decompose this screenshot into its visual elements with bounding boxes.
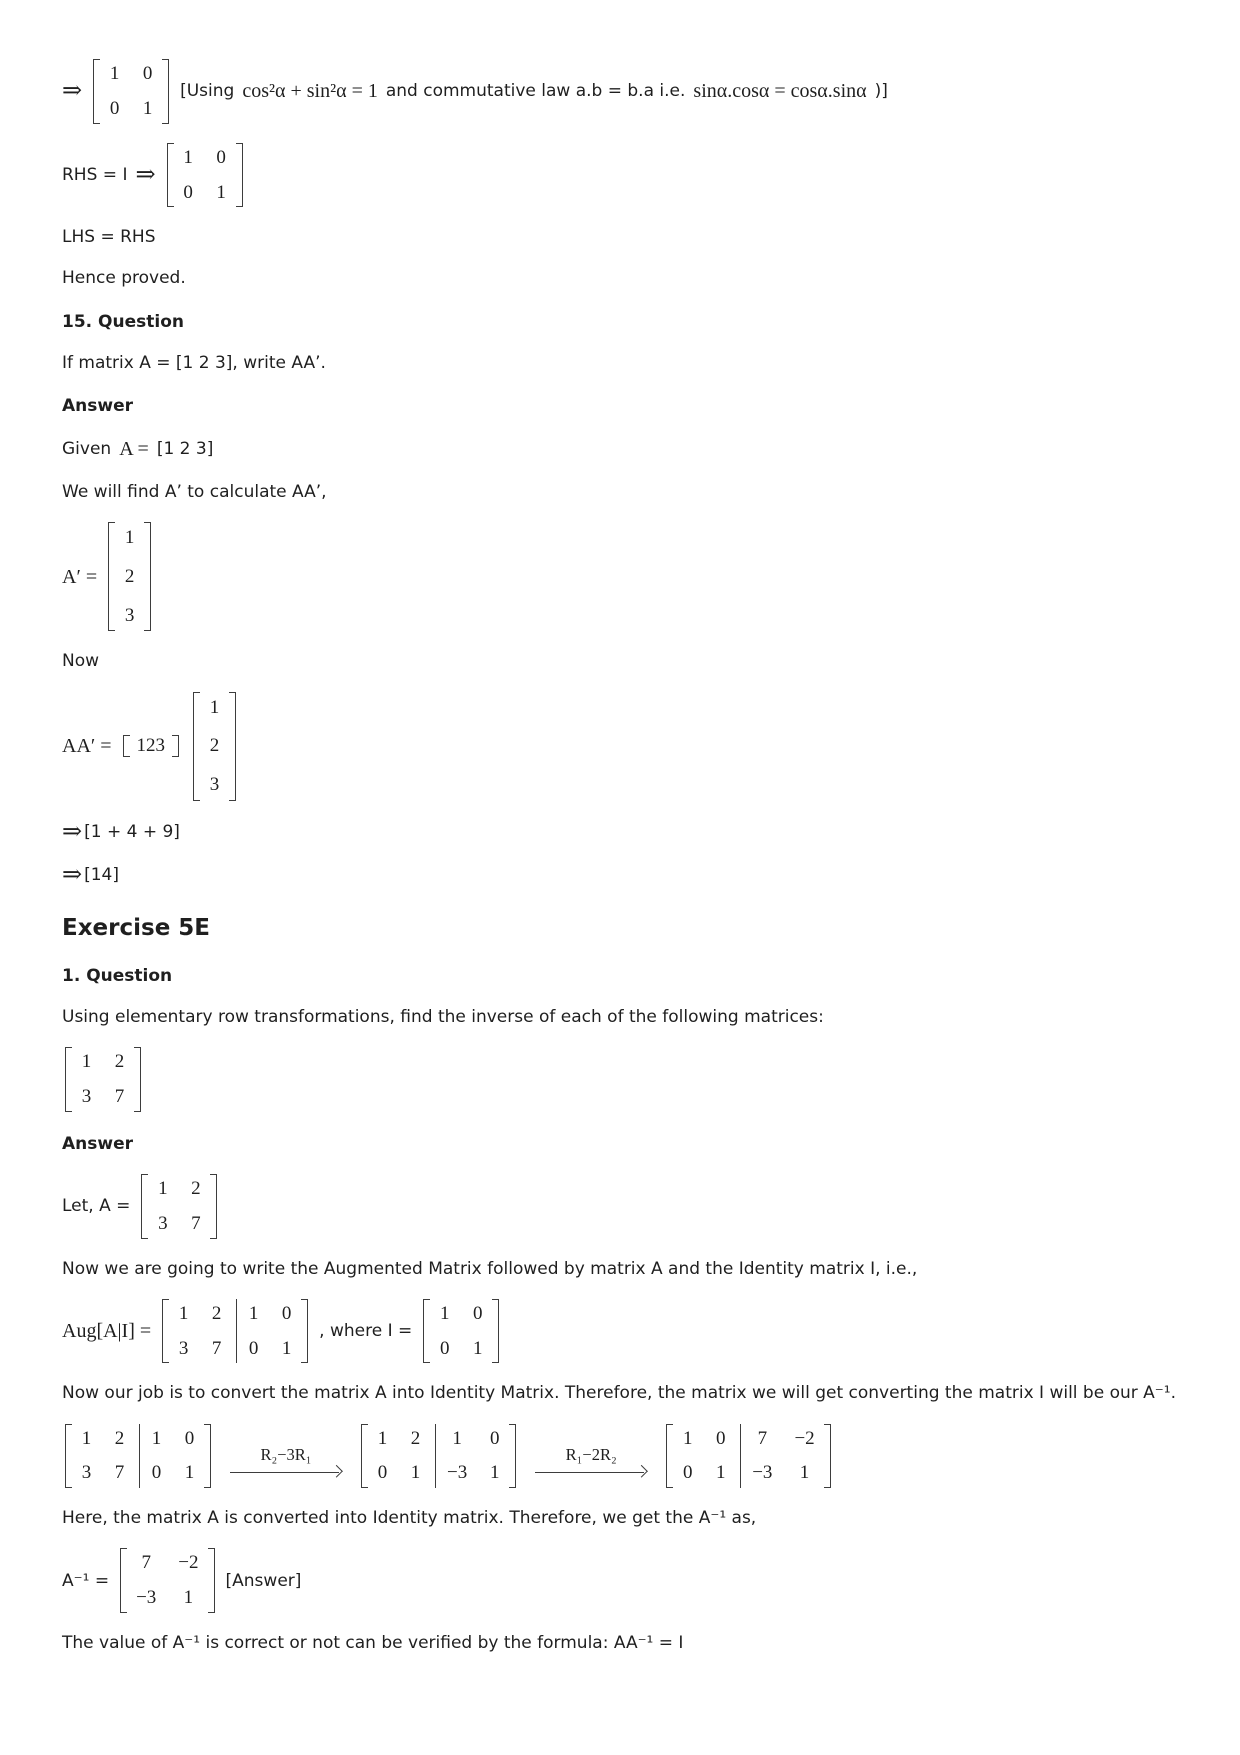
formula-aa-transpose: [62, 692, 1178, 802]
matrix-cell: 0: [489, 1427, 500, 1449]
matrix-cell: 3: [81, 1086, 92, 1108]
matrix-cells: [207, 692, 222, 802]
matrix-cells: [181, 143, 229, 208]
matrix-cell: 0: [184, 1427, 195, 1449]
formula-let-a: [62, 1174, 1178, 1239]
matrix-cell: 1: [248, 1302, 259, 1324]
right-arrow-icon: [535, 1467, 647, 1478]
formula-sum-expansion: [62, 820, 1178, 844]
matrix-cells: [155, 1174, 203, 1239]
paragraph-here-converted: Here, the matrix A is converted into Identity matrix. Therefore, we get the A⁻¹ as,: [62, 1508, 757, 1529]
implies-arrow: ⇒: [62, 862, 83, 889]
matrix-cells: [122, 522, 137, 632]
matrix-cells-right: [445, 1424, 502, 1489]
matrix-cell: 1: [682, 1427, 693, 1449]
row-operation-1-label: R₂−3R₁: [260, 1445, 312, 1465]
matrix-cell: 1: [183, 1587, 194, 1609]
matrix-cell: 1: [799, 1462, 810, 1484]
matrix-cell: −2: [794, 1427, 815, 1449]
matrix-cell: 1: [715, 1462, 726, 1484]
paragraph-lhs-rhs: LHS = RHS: [62, 227, 156, 248]
matrix-cell: 0: [151, 1462, 162, 1484]
a-transpose-lhs: A′ =: [62, 565, 98, 588]
matrix-cell: 1: [183, 146, 193, 168]
identity-matrix: [167, 143, 243, 208]
formula-augmented-matrix: [62, 1299, 1178, 1364]
matrix-cell: 7: [114, 1462, 125, 1484]
answer-tag: [Answer]: [225, 1570, 302, 1591]
matrix-cell: 1: [178, 1302, 189, 1324]
column-matrix-123: [193, 692, 236, 802]
formula-identity-using: [62, 59, 1178, 124]
matrix-cell: 2: [124, 565, 135, 587]
row-operation-1: [230, 1444, 342, 1477]
augmented-matrix-step2: [666, 1424, 830, 1489]
implies-arrow: ⇒: [135, 162, 156, 189]
sum-text: [1 + 4 + 9]: [84, 822, 180, 843]
matrix-cell: 7: [757, 1427, 768, 1449]
row-transformation-chain: [62, 1424, 1178, 1489]
paragraph-verify-formula: The value of A⁻¹ is correct or not can be verified by the formula: AA⁻¹ = I: [62, 1632, 684, 1653]
matrix-cell: 2: [191, 1177, 201, 1199]
matrix-cells: [437, 1299, 485, 1364]
matrix-cell: 3: [209, 774, 220, 796]
matrix-cell: 1: [124, 526, 135, 548]
paragraph-now: Now: [62, 651, 100, 672]
paragraph-augmented-intro: Now we are going to write the Augmented Matrix followed by matrix A and the Identity matrix I, i.e.,: [62, 1258, 918, 1279]
implies-arrow: ⇒: [62, 78, 83, 105]
a-transpose-matrix: [108, 522, 151, 632]
augment-divider: [435, 1424, 436, 1489]
matrix-cell: −2: [178, 1552, 199, 1574]
given-value: [1 2 3]: [156, 438, 214, 459]
augment-divider: [236, 1299, 237, 1364]
a-inverse-lhs: A⁻¹ =: [62, 1570, 110, 1591]
implies-arrow: ⇒: [62, 819, 83, 846]
question-matrix-block: [62, 1047, 1178, 1112]
matrix-cell: −3: [447, 1462, 468, 1484]
a-inverse-matrix: [120, 1548, 214, 1613]
matrix-cell: 0: [216, 146, 226, 168]
matrix-cell: 1: [489, 1462, 500, 1484]
matrix-cell: 3: [124, 604, 135, 626]
matrix-cell: 0: [440, 1337, 450, 1359]
matrix-cell: 1: [151, 1427, 162, 1449]
matrix-cell: 1: [158, 1177, 168, 1199]
matrix-cells-right: [750, 1424, 816, 1489]
matrix-cell: 7: [141, 1552, 151, 1574]
row-operation-2-label: R₁−2R₂: [565, 1445, 617, 1465]
heading-exercise-5e: Exercise 5E: [62, 915, 211, 942]
matrix-1-2-3-7: [65, 1047, 141, 1112]
question-1-text: Using elementary row transformations, find the inverse of each of the following matrices:: [62, 1007, 824, 1028]
heading-question-1: 1. Question: [62, 965, 173, 986]
matrix-cells-left: [375, 1424, 423, 1489]
matrix-cell: 3: [178, 1337, 189, 1359]
heading-question-15: 15. Question: [62, 311, 184, 332]
formula-a-inverse: [62, 1548, 1178, 1613]
right-arrow-icon: [230, 1467, 342, 1478]
matrix-cell: 1: [281, 1337, 292, 1359]
matrix-cell: 0: [473, 1302, 483, 1324]
matrix-cells-right: [246, 1299, 294, 1364]
matrix-cells-right: [149, 1424, 197, 1489]
matrix-cell: 0: [377, 1462, 388, 1484]
matrix-cell: 2: [211, 1302, 222, 1324]
matrix-cell: 1: [109, 63, 120, 84]
matrix-cell: 123: [136, 735, 166, 757]
augmented-matrix-step0: [65, 1424, 211, 1489]
matrix-cell: 0: [183, 181, 193, 203]
question-15-text: If matrix A = [1 2 3], write AA’.: [62, 352, 326, 373]
matrix-cell: 1: [81, 1427, 92, 1449]
augmented-matrix-initial: [162, 1299, 308, 1364]
given-math: A =: [119, 437, 149, 460]
given-label: Given: [62, 438, 112, 459]
matrix-cells-left: [680, 1424, 728, 1489]
sin-cos-formula: sinα.cosα = cosα.sinα: [693, 80, 867, 103]
paragraph-convert-identity: Now our job is to convert the matrix A into Identity Matrix. Therefore, the matrix we will get converting the matrix I will be our A⁻¹.: [62, 1383, 1176, 1404]
matrix-cell: 2: [209, 735, 220, 757]
matrix-cell: 1: [410, 1462, 421, 1484]
matrix-cells-left: [79, 1424, 127, 1489]
matrix-cell: 7: [191, 1212, 201, 1234]
formula-sum-result: [62, 863, 1178, 887]
let-a-label: Let, A =: [62, 1196, 131, 1217]
matrix-cells: [107, 59, 155, 124]
matrix-cell: 0: [248, 1337, 259, 1359]
rhs-label: RHS = I: [62, 164, 128, 185]
formula-rhs-identity: [62, 143, 1178, 208]
trig-identity-formula: cos²α + sin²α = 1: [242, 80, 378, 103]
aug-lhs: Aug[A|I] =: [62, 1320, 152, 1343]
matrix-cell: 1: [216, 181, 226, 203]
identity-matrix: [93, 59, 169, 124]
matrix-cell: 1: [473, 1337, 483, 1359]
sum-result-text: [14]: [84, 865, 120, 886]
matrix-cell: −3: [752, 1462, 773, 1484]
matrix-cell: 2: [114, 1051, 125, 1073]
matrix-cell: 3: [81, 1462, 92, 1484]
heading-answer: Answer: [62, 1133, 133, 1154]
matrix-cell: 3: [158, 1212, 168, 1234]
matrix-cell: 1: [209, 696, 220, 718]
matrix-cell: −3: [136, 1587, 157, 1609]
matrix-cell: 0: [715, 1427, 726, 1449]
row-matrix-123: [123, 735, 180, 757]
matrix-cell: 1: [377, 1427, 388, 1449]
matrix-cell: 2: [114, 1427, 125, 1449]
matrix-cell: 1: [142, 97, 153, 119]
paragraph-find-a-transpose: We will find A’ to calculate AA’,: [62, 481, 327, 502]
matrix-cell: 2: [410, 1427, 421, 1449]
augmented-matrix-step1: [361, 1424, 516, 1489]
matrix-cells: [79, 1047, 127, 1112]
paragraph-hence-proved: Hence proved.: [62, 268, 186, 289]
matrix-cell: 0: [109, 97, 120, 119]
identity-matrix: [423, 1299, 499, 1364]
using-open-text: [Using: [180, 81, 235, 102]
augment-divider: [139, 1424, 140, 1489]
matrix-cell: 1: [452, 1427, 462, 1449]
aa-transpose-lhs: AA′ =: [62, 735, 112, 758]
augment-divider: [740, 1424, 741, 1489]
formula-a-transpose: [62, 522, 1178, 632]
matrix-cells: [134, 1548, 200, 1613]
commutative-law-text: and commutative law a.b = b.a i.e.: [385, 81, 686, 102]
matrix-cell: 0: [682, 1462, 693, 1484]
matrix-cells-left: [176, 1299, 224, 1364]
matrix-cell: 1: [184, 1462, 195, 1484]
heading-answer: Answer: [62, 395, 133, 416]
matrix-cell: 7: [114, 1086, 125, 1108]
using-close-text: )]: [874, 81, 888, 102]
given-line: [62, 436, 1178, 462]
matrix-cell: 1: [440, 1302, 450, 1324]
row-operation-2: [535, 1444, 647, 1477]
matrix-cell: 7: [211, 1337, 222, 1359]
matrix-cell: 0: [142, 63, 153, 84]
matrix-cell: 1: [81, 1051, 92, 1073]
matrix-cell: 0: [281, 1302, 292, 1324]
where-i-label: , where I =: [319, 1321, 413, 1342]
matrix-1-2-3-7: [141, 1174, 217, 1239]
